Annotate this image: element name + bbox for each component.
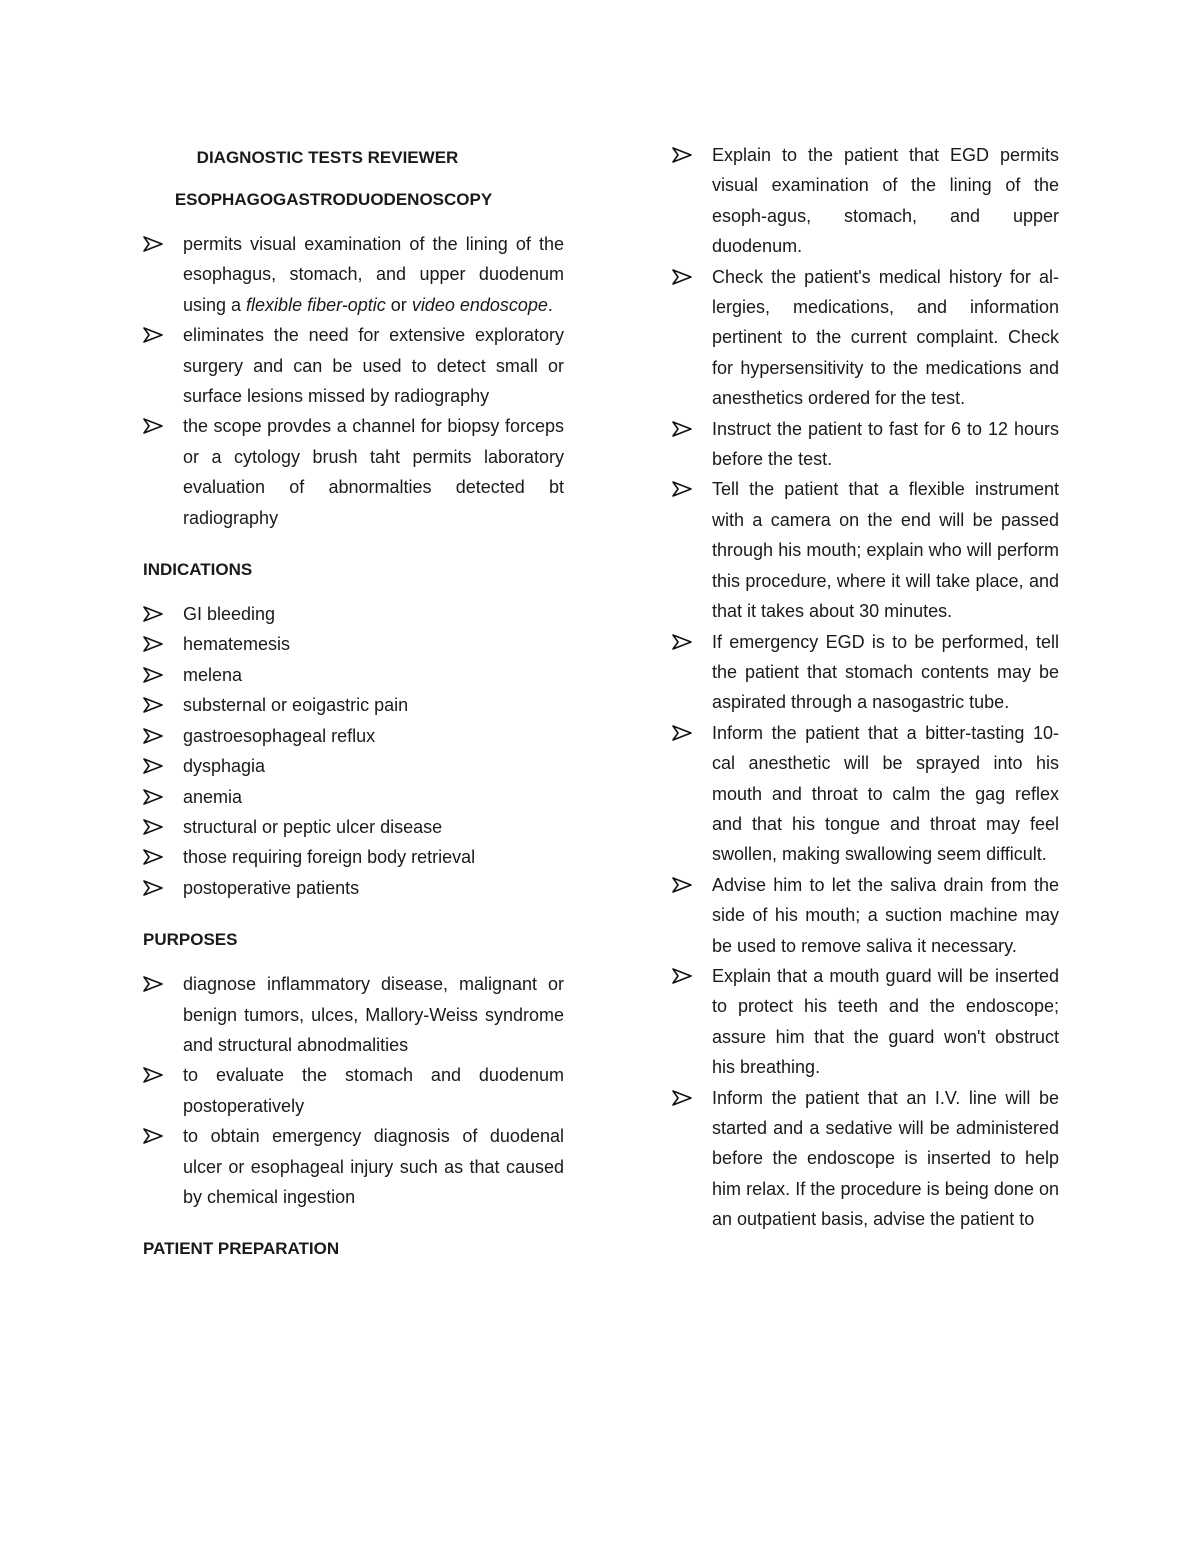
list-item-text: diagnose inflammatory disease, malignant or benign tumors, ulces, Mallory-Weiss syndrome and structural abnodmalities — [183, 974, 564, 1055]
arrowhead-bullet-icon — [672, 627, 700, 657]
list-item-text: to obtain emergency diagnosis of duodenal ulcer or esophageal injury such as that caused by chemical ingestion — [183, 1126, 564, 1207]
list-item — [143, 1060, 564, 1121]
list-item — [143, 599, 564, 629]
arrowhead-bullet-icon — [143, 1060, 171, 1090]
arrowhead-bullet-icon — [143, 599, 171, 629]
list-item-text: hematemesis — [183, 634, 291, 655]
intro-text-c: or — [385, 294, 412, 315]
list-item-text: structural or peptic ulcer disease — [183, 816, 443, 837]
list-item-text: eliminates the need for extensive exploratory surgery and can be used to detect small or surface lesions missed by radiography — [183, 325, 564, 407]
list-item — [143, 842, 564, 872]
arrowhead-bullet-icon — [672, 140, 700, 170]
arrowhead-bullet-icon — [143, 690, 171, 720]
list-item — [143, 1121, 564, 1212]
arrowhead-bullet-icon — [143, 782, 171, 812]
arrowhead-bullet-icon — [672, 1083, 700, 1113]
list-item — [143, 812, 564, 842]
list-item — [143, 629, 564, 659]
list-item-text: those requiring foreign body retrieval — [183, 847, 476, 868]
arrowhead-bullet-icon — [143, 842, 171, 872]
section-title-egd: ESOPHAGOGASTRODUODENOSCOPY — [174, 190, 493, 209]
list-item — [143, 229, 564, 320]
patient-preparation-list — [672, 140, 1059, 1235]
list-item — [143, 721, 564, 751]
arrowhead-bullet-icon — [143, 721, 171, 751]
right-column — [672, 140, 1059, 1235]
list-item-text: Explain that a mouth guard will be inserted to protect his teeth and the endoscope; assure him that the guard won't obstruct his breathing. — [712, 965, 1059, 1078]
list-item-text: Inform the patient that a bitter-tasting 10-cal anesthetic will be sprayed into his mouth and throat to calm the gag reflex and that his tongue and throat may feel swollen, making swallowing seem difficult. — [712, 722, 1059, 865]
list-item-text: dysphagia — [183, 756, 266, 777]
list-item — [672, 474, 1059, 626]
section-heading-indications: INDICATIONS — [143, 560, 253, 580]
list-item — [672, 870, 1059, 961]
list-item — [672, 414, 1059, 475]
list-item — [143, 873, 564, 903]
arrowhead-bullet-icon — [672, 870, 700, 900]
arrowhead-bullet-icon — [143, 969, 171, 999]
section-heading-purposes: PURPOSES — [143, 930, 238, 950]
list-item-text: GI bleeding — [183, 604, 276, 625]
list-item — [143, 411, 564, 533]
arrowhead-bullet-icon — [672, 718, 700, 748]
list-item — [672, 961, 1059, 1083]
list-item-text: Inform the patient that an I.V. line will be started and a sedative will be administered before the endoscope is inserted to help him relax. If the procedure is being done on an outpatient basis, advise the patient to — [712, 1087, 1059, 1230]
list-item-text: Check the patient's medical history for al-lergies, medications, and information pertinent to the current complaint. Check for hypersensitivity to the medications and anesthetics ordered for the test. — [712, 266, 1059, 409]
arrowhead-bullet-icon — [143, 812, 171, 842]
list-item — [143, 782, 564, 812]
list-item-text: gastroesophageal reflux — [183, 725, 376, 746]
arrowhead-bullet-icon — [672, 961, 700, 991]
arrowhead-bullet-icon — [143, 629, 171, 659]
intro-list — [143, 229, 564, 533]
arrowhead-bullet-icon — [143, 411, 171, 441]
list-item-text: Advise him to let the saliva drain from the side of his mouth; a suction machine may be used to remove saliva it necessary. — [712, 874, 1059, 956]
intro-text-italic: flexible fiber-optic — [246, 294, 386, 315]
list-item-text: Explain to the patient that EGD permits visual examination of the lining of the esoph-agus, stomach, and upper duodenum. — [712, 145, 1059, 257]
list-item — [143, 690, 564, 720]
intro-text-a: permits visual examination of the lining of the esophagus, stomach, and upper duodenum using a — [183, 234, 564, 315]
list-item-text: the scope provdes a channel for biopsy forceps or a cytology brush taht permits laboratory evaluation of abnormalties detected bt radiography — [183, 416, 564, 528]
arrowhead-bullet-icon — [143, 1121, 171, 1151]
arrowhead-bullet-icon — [672, 262, 700, 292]
list-item-text: anemia — [183, 786, 243, 807]
list-item — [143, 751, 564, 781]
list-item-text: postoperative patients — [183, 877, 360, 898]
intro-text-e: . — [547, 294, 553, 315]
arrowhead-bullet-icon — [672, 414, 700, 444]
list-item — [672, 718, 1059, 870]
left-column — [143, 143, 564, 1264]
list-item — [672, 627, 1059, 718]
arrowhead-bullet-icon — [143, 751, 171, 781]
arrowhead-bullet-icon — [672, 474, 700, 504]
purposes-list — [143, 969, 564, 1212]
list-item-text: If emergency EGD is to be performed, tell the patient that stomach contents may be aspirated through a nasogastric tube. — [712, 631, 1059, 713]
list-item — [143, 660, 564, 690]
list-item — [143, 320, 564, 411]
arrowhead-bullet-icon — [143, 320, 171, 350]
arrowhead-bullet-icon — [143, 660, 171, 690]
list-item — [143, 969, 564, 1060]
arrowhead-bullet-icon — [143, 873, 171, 903]
list-item — [672, 140, 1059, 262]
list-item-text: substernal or eoigastric pain — [183, 695, 409, 716]
section-heading-patient-preparation: PATIENT PREPARATION — [143, 1239, 340, 1259]
list-item — [672, 262, 1059, 414]
document-title: DIAGNOSTIC TESTS REVIEWER — [196, 148, 459, 167]
list-item-text: to evaluate the stomach and duodenum postoperatively — [183, 1065, 564, 1116]
indications-list — [143, 599, 564, 903]
list-item — [672, 1083, 1059, 1235]
arrowhead-bullet-icon — [143, 229, 171, 259]
intro-text-italic: video endoscope — [411, 294, 548, 315]
list-item-text: melena — [183, 664, 243, 685]
list-item-text: Tell the patient that a flexible instrument with a camera on the end will be passed through his mouth; explain who will perform this procedure, where it will take place, and that it takes about 30 minutes. — [712, 479, 1059, 622]
list-item-text: Instruct the patient to fast for 6 to 12 hours before the test. — [712, 418, 1059, 470]
